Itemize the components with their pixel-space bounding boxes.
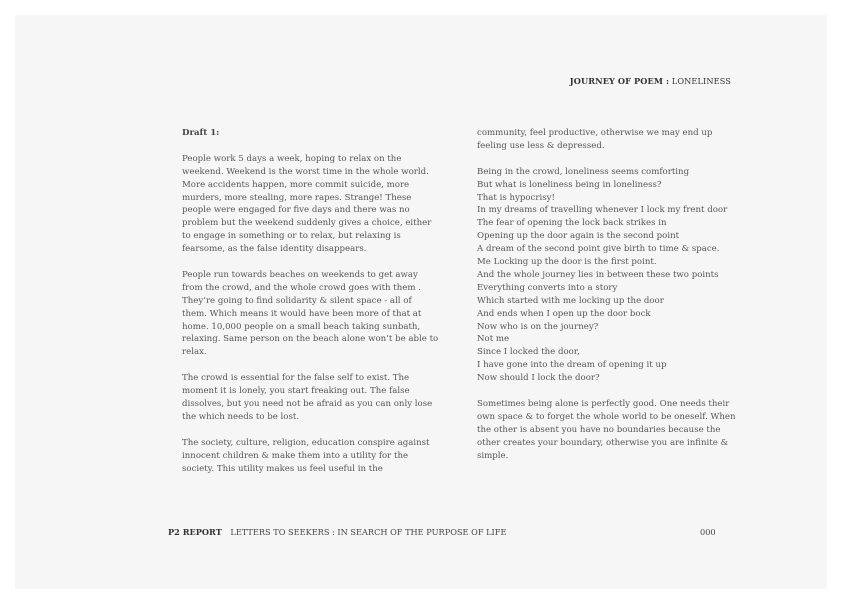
poem-line: And the whole journey lies in between these two points (477, 269, 719, 280)
poem-line: Which started with me locking up the door (477, 295, 664, 306)
text-line: Sometimes being alone is perfectly good. One needs their (477, 399, 730, 409)
text-line: community, feel productive, otherwise we may end up (477, 128, 713, 138)
poem-line: Everything converts into a story (477, 282, 618, 293)
page-header (570, 76, 731, 86)
poem-line: A dream of the second point give birth to time & space. (477, 244, 720, 255)
text-line: other creates your boundary, otherwise you are infinite & (477, 437, 729, 448)
text-line: They’re going to find solidarity & silent space - all of (182, 295, 412, 306)
poem-line: In my dreams of travelling whenever I lock my frent door (477, 205, 728, 216)
text-line: innocent children & make them into a utility for the (182, 450, 409, 461)
right-column (477, 127, 752, 475)
text-line: relaxing. Same person on the beach alone won’t be able to (182, 334, 439, 345)
poem-line: And ends when I open up the door bock (477, 308, 651, 319)
text-line: to engage in something or to relax, but relaxing is (182, 231, 401, 242)
text-line: weekend. Weekend is the worst time in the whole world. (182, 166, 429, 177)
text-line: the which needs to be lost. (182, 411, 300, 422)
poem-line: I have gone into the dream of opening it up (477, 360, 667, 371)
text-line: from the crowd, and the whole crowd goes with them . (182, 282, 421, 293)
text-line: People work 5 days a week, hoping to relax on the (182, 153, 402, 164)
text-line: home. 10,000 people on a small beach taking sunbath, (182, 321, 421, 332)
text-line: problem but the weekend suddenly gives a choice, either (182, 218, 432, 229)
poem-line: Since I locked the door, (477, 347, 580, 358)
text-line: moment it is lonely, you start freaking out. The false (182, 386, 410, 397)
text-line: simple. (477, 450, 509, 461)
header-title-rest: LONELINESS (669, 76, 731, 86)
poem-line: Me Locking up the door is the first point. (477, 257, 657, 268)
header-title-bold: JOURNEY OF POEM : (569, 76, 670, 86)
poem-line: The fear of opening the lock back strikes in (477, 218, 667, 229)
poem-line: But what is loneliness being in loneliness? (477, 179, 662, 190)
paragraph (477, 398, 752, 463)
text-line: feeling use less & depressed. (477, 140, 605, 151)
draft-label: Draft 1: (182, 128, 220, 138)
report-label: P2 REPORT (168, 527, 222, 537)
text-line: relax. (182, 347, 207, 358)
text-line: dissolves, but you need not be afraid as you can only lose (182, 398, 433, 409)
paragraph (182, 437, 452, 476)
text-line: People run towards beaches on weekends to get away (182, 269, 418, 280)
page-footer (168, 527, 506, 537)
text-line: fearsome, as the false identity disappears. (182, 244, 367, 255)
left-column (182, 127, 452, 488)
footer-subtitle: LETTERS TO SEEKERS : IN SEARCH OF THE PURPOSE OF LIFE (230, 527, 507, 537)
paragraph (182, 153, 452, 256)
poem-line: Not me (477, 334, 510, 345)
poem-line: Being in the crowd, loneliness seems comforting (477, 166, 690, 177)
text-line: More accidents happen, more commit suicide, more (182, 179, 410, 190)
poem-line: Opening up the door again is the second point (477, 231, 680, 242)
text-line: murders, more stealing, more rapes. Strange! These (182, 192, 412, 203)
text-line: society. This utility makes us feel useful in the (182, 463, 383, 474)
paragraph (182, 372, 452, 424)
text-line: The crowd is essential for the false self to exist. The (182, 373, 410, 384)
poem-line: Now who is on the journey? (477, 321, 599, 332)
poem-line: Now should I lock the door? (477, 373, 600, 384)
poem-line: That is hypocrisy! (477, 192, 555, 203)
text-line: the other is absent you have no boundaries because the (477, 424, 721, 435)
text-line: people were engaged for five days and there was no (182, 205, 410, 216)
text-line: them. Which means it would have been more of that at (182, 308, 422, 319)
text-line: The society, culture, religion, education conspire against (182, 437, 430, 448)
page-number: 000 (700, 527, 716, 537)
poem (477, 166, 752, 385)
paragraph (182, 269, 452, 359)
paragraph (477, 127, 752, 153)
text-line: own space & to forget the whole world to be oneself. When (477, 411, 736, 422)
